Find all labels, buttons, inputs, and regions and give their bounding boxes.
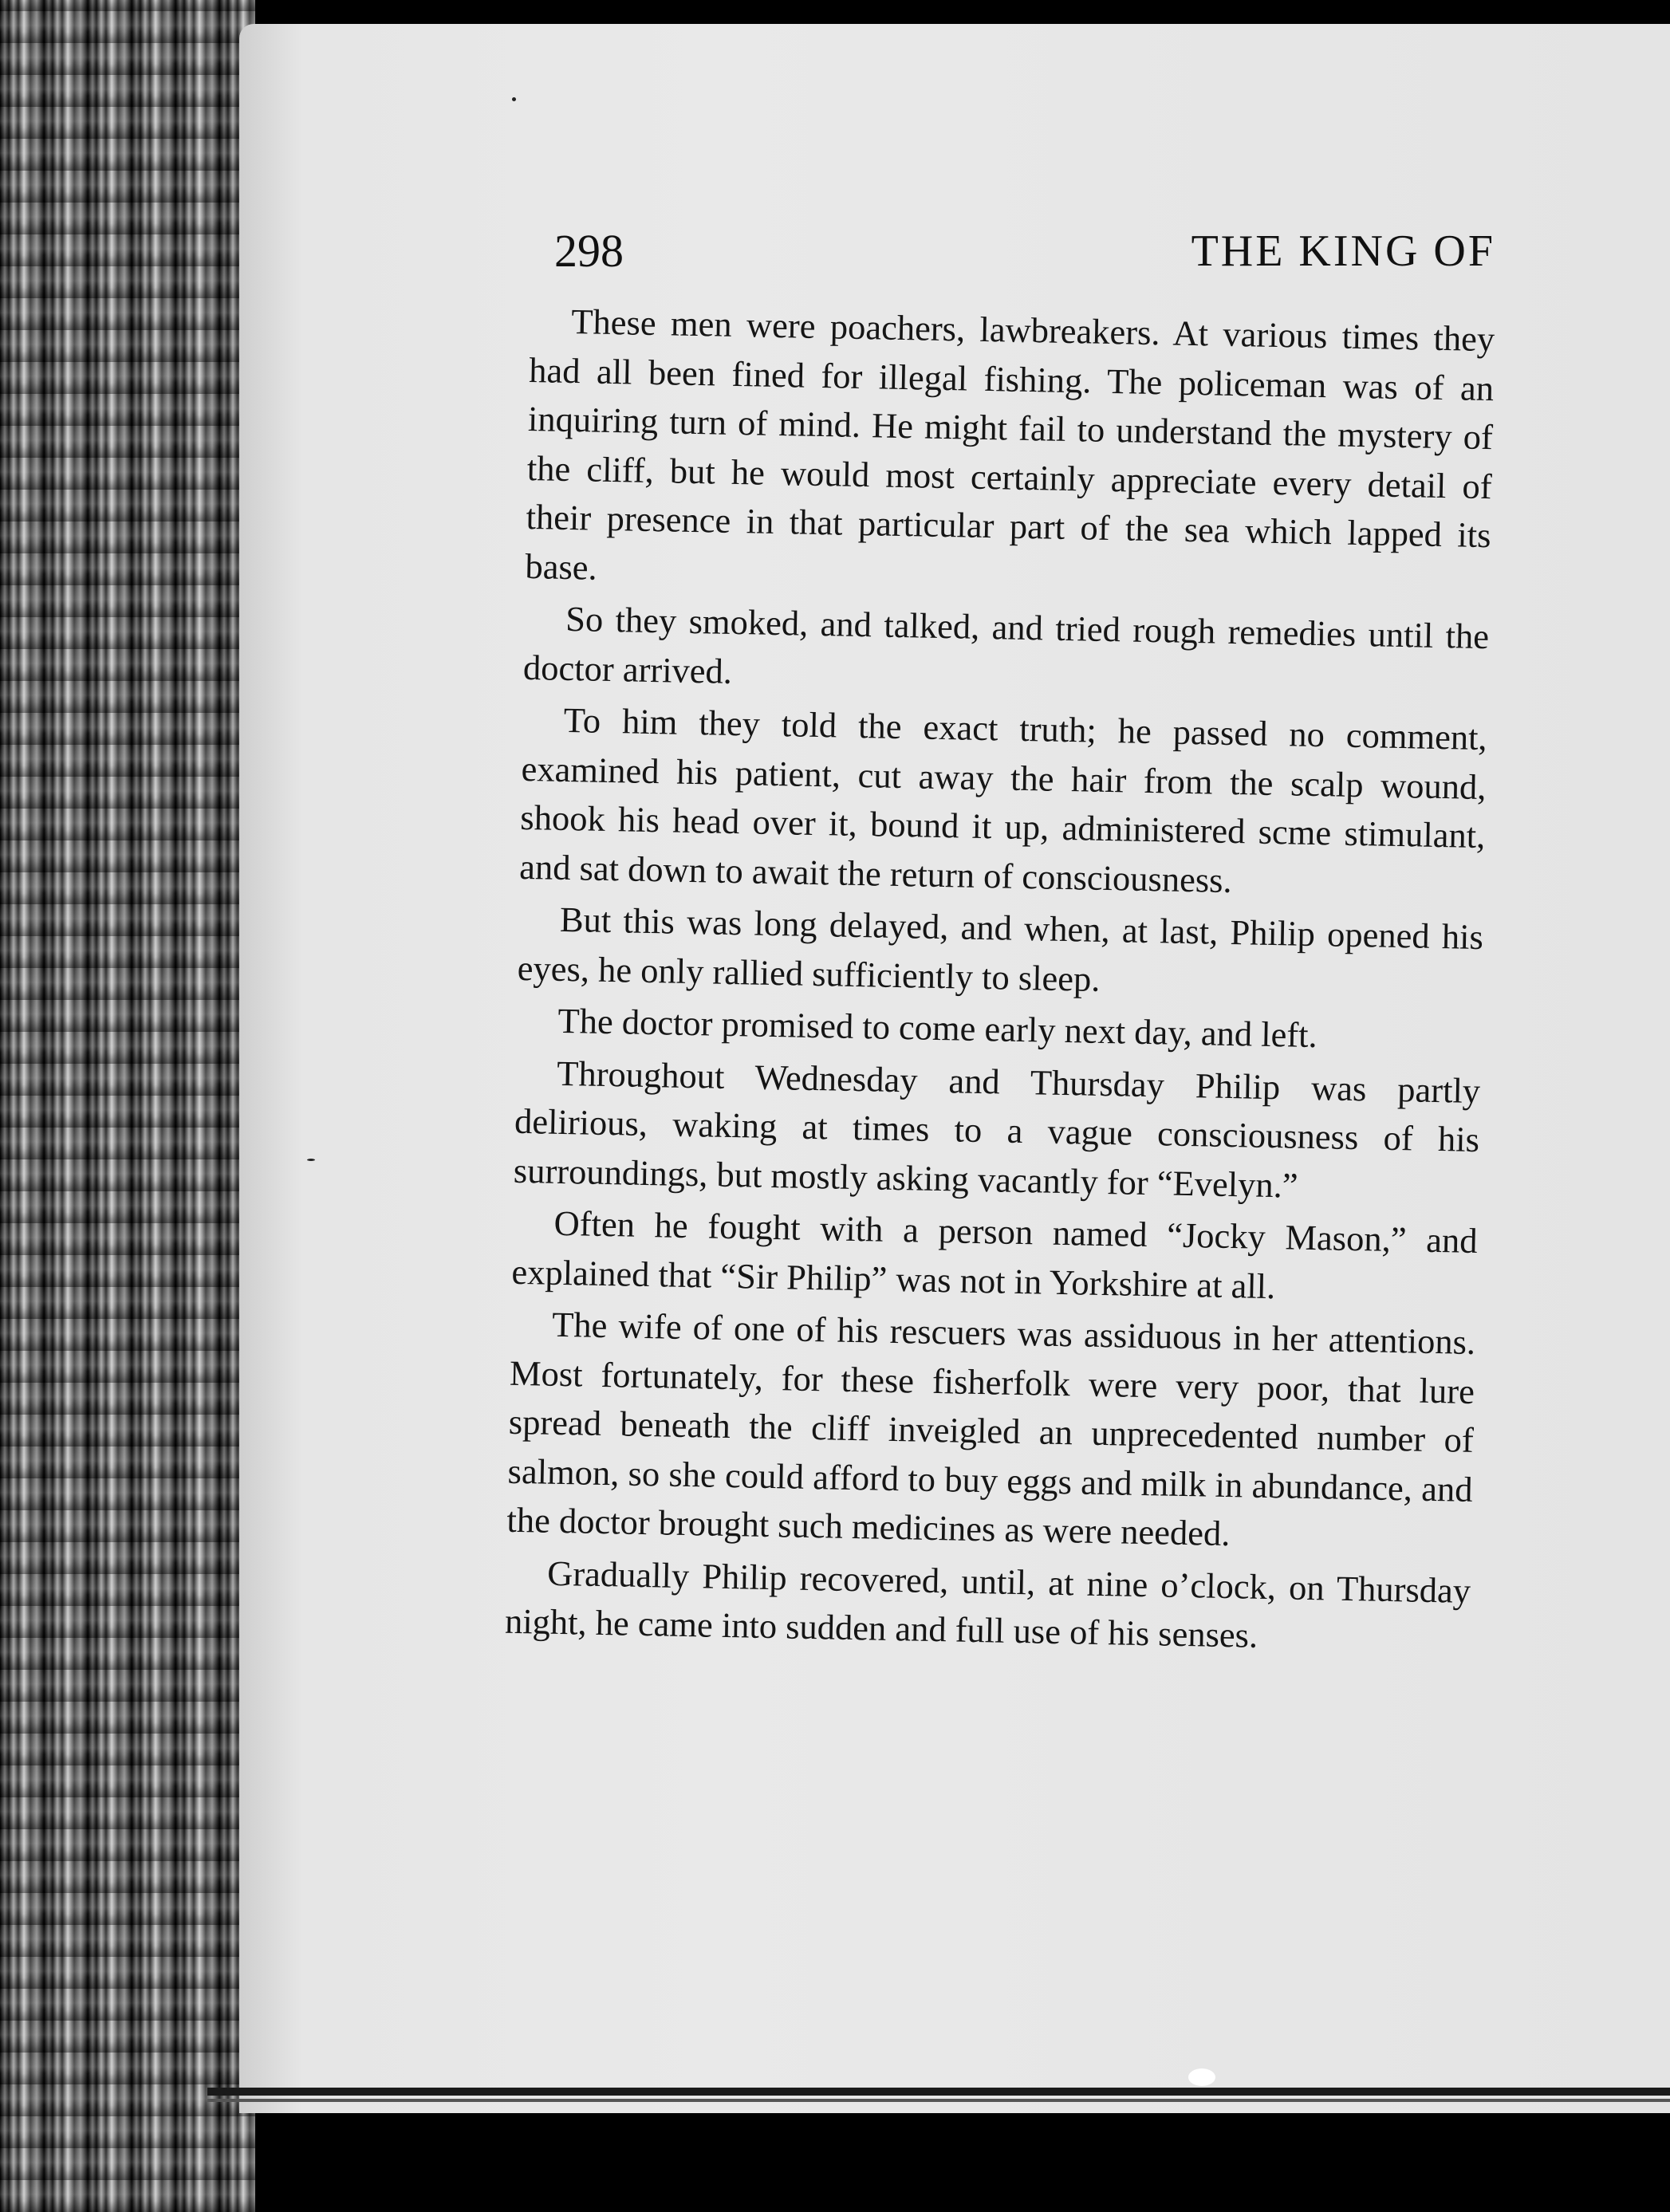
- paragraph: The doctor promised to come early next day, and left.: [557, 1000, 1318, 1056]
- ink-dot: [307, 1159, 315, 1161]
- body-text: [504, 297, 1495, 1667]
- paragraph: Throughout Wednesday and Thursday Philip was partly delirious, waking at times to a vague consciousness of his surroundings, but mostly asking vacantly for “Evelyn.”: [513, 1053, 1481, 1206]
- ink-dot: [512, 97, 516, 101]
- paragraph: So they smoked, and talked, and tried rough remedies until the doctor arrived.: [522, 598, 1490, 691]
- page-bottom-edge: [207, 2088, 1670, 2096]
- page-number: 298: [554, 225, 624, 277]
- paragraph: The wife of one of his rescuers was assiduous in her attentions. Most fortunately, for these fisherfolk were very poor, that lure spread beneath the cliff inveigled an unprecedented number of salmon, so she could afford to buy eggs and milk in abundance, and the doctor brought such medicines as were needed.: [506, 1304, 1476, 1554]
- page-header: [554, 223, 1495, 287]
- paragraph: To him they told the exact truth; he passed no comment, examined his patient, cut away the hair from the scalp wound, shook his head over it, bound it up, administered scme stimulant, and sat down to await the return of consciousness.: [518, 699, 1488, 900]
- paragraph: These men were poachers, lawbreakers. At various times they had all been fined for illegal fishing. The policeman was of an inquiring turn of mind. He might fail to understand the mystery of the cliff, but he would most certainly appreciate every detail of their presence in that particular part of the sea which lapped its base.: [525, 301, 1495, 588]
- page-bottom-line: [207, 2099, 1670, 2102]
- paragraph: Gradually Philip recovered, until, at nine o’clock, on Thursday night, he came into sudden and full use of his senses.: [504, 1553, 1471, 1655]
- running-head: THE KING OF: [1191, 226, 1495, 276]
- paragraph: But this was long delayed, and when, at last, Philip opened his eyes, he only rallied sufficiently to sleep.: [517, 899, 1484, 999]
- paragraph: Often he fought with a person named “Jocky Mason,” and explained that “Sir Philip” was not in Yorkshire at all.: [511, 1202, 1478, 1306]
- ink-smudge: [1188, 2068, 1215, 2086]
- book-spine-edge: [0, 0, 255, 2212]
